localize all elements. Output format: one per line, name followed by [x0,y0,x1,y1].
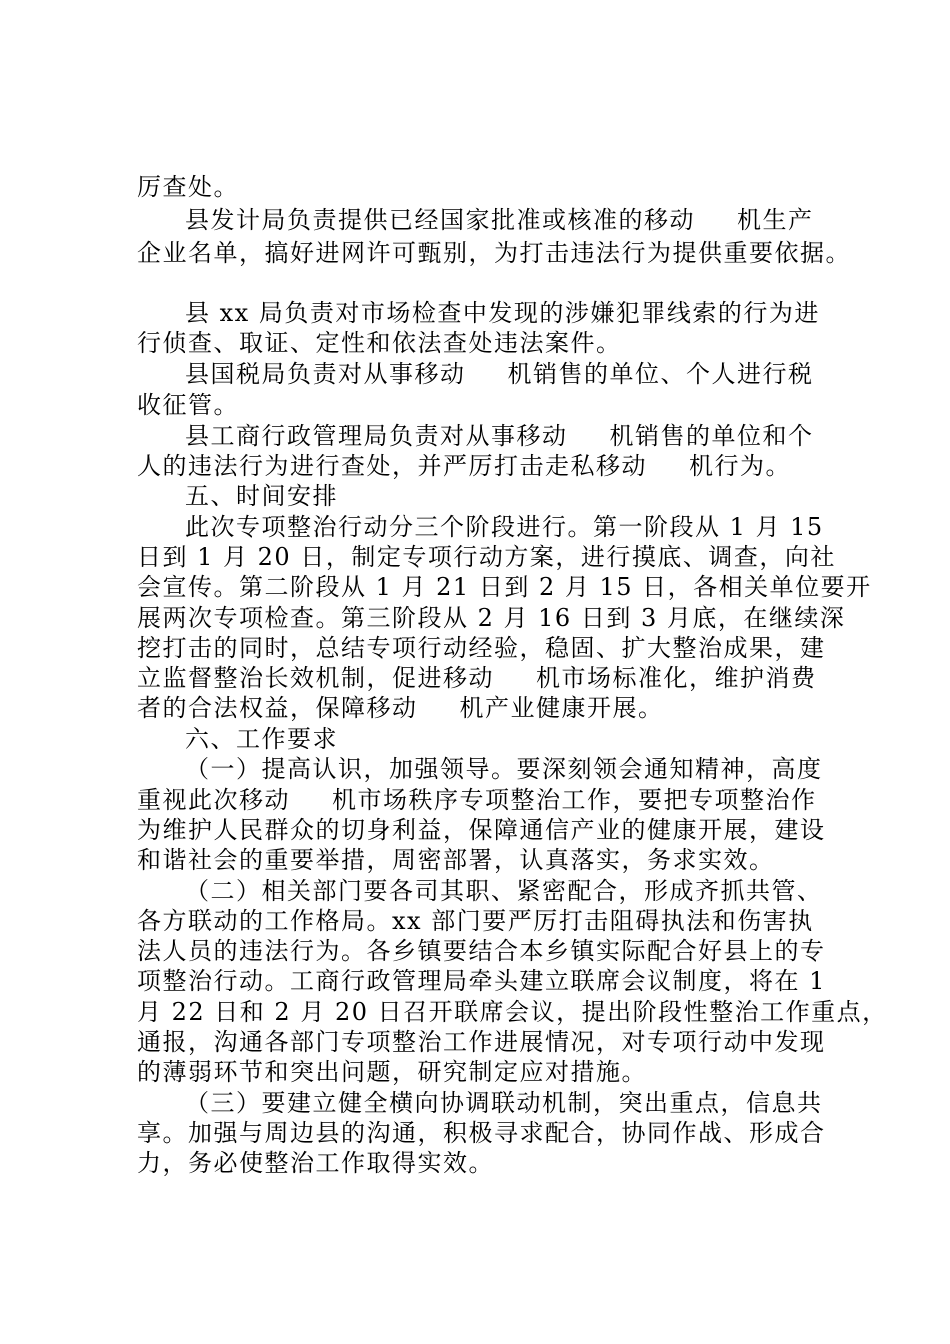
text-line [137,785,817,815]
text-line [137,328,622,358]
text-line [185,359,814,389]
text-segment: 六、工作要求 [185,725,338,753]
text-line [137,1057,647,1087]
text-segment: 的薄弱环节和突出问题，研究制定应对措施。 [137,1058,647,1086]
text-line [137,997,888,1027]
text-segment: 机销售的单位和个 [609,422,814,450]
text-line [137,238,851,268]
text-segment: 者的合法权益，保障移动 [137,694,418,722]
text-segment: 挖打击的同时，总结专项行动经验，稳固、扩大整治成果，建 [137,634,826,662]
text-segment: 展两次专项检查。第三阶段从 2 月 16 日到 3 月底，在继续深 [137,604,846,632]
text-segment: 县 xx 局负责对市场检查中发现的涉嫌犯罪线索的行为进 [185,299,820,327]
text-line [185,481,338,511]
text-segment: 月 22 日和 2 月 20 日召开联席会议，提出阶段性整治工作重点， [137,998,888,1026]
text-segment: 会宣传。第二阶段从 1 月 21 日到 2 月 15 日，各相关单位要开 [137,573,872,601]
text-segment: 项整治行动。工商行政管理局牵头建立联席会议制度，将在 1 [137,967,826,995]
text-line [185,512,824,542]
text-segment: 通报，沟通各部门专项整治工作进展情况，对专项行动中发现 [137,1028,826,1056]
text-segment: 机生产 [737,206,814,234]
text-segment: 企业名单，搞好进网许可甄别，为打击违法行为提供重要依据。 [137,239,851,267]
text-line [137,172,239,202]
text-segment: 力，务必使整治工作取得实效。 [137,1149,494,1177]
text-line [185,298,820,328]
text-segment: 机行为。 [689,452,791,480]
text-segment: 各方联动的工作格局。xx 部门要严厉打击阻碍执法和伤害执 [137,907,814,935]
text-line [185,876,823,906]
text-line [137,572,872,602]
text-line [137,663,817,693]
text-segment: 县发计局负责提供已经国家批准或核准的移动 [185,206,695,234]
text-line [185,205,814,235]
text-segment: （三）要建立健全横向协调联动机制，突出重点，信息共 [185,1089,823,1117]
text-segment: 县工商行政管理局负责对从事移动 [185,422,568,450]
text-line [137,451,791,481]
text-segment: 法人员的违法行为。各乡镇要结合本乡镇实际配合好县上的专 [137,937,826,965]
text-line [137,1118,826,1148]
text-segment: 享。加强与周边县的沟通，积极寻求配合，协同作战、形成合 [137,1119,826,1147]
text-segment: 此次专项整治行动分三个阶段进行。第一阶段从 1 月 15 [185,513,824,541]
text-line [137,693,664,723]
text-line [185,754,823,784]
text-segment: 为维护人民群众的切身利益，保障通信产业的健康开展，建设 [137,816,826,844]
text-segment: 日到 1 月 20 日，制定专项行动方案，进行摸底、调查，向社 [137,543,836,571]
text-segment: 机市场标准化，维护消费 [536,664,817,692]
text-segment: 重视此次移动 [137,786,290,814]
text-segment: 收征管。 [137,391,239,419]
text-segment: 机市场秩序专项整治工作，要把专项整治作 [332,786,817,814]
text-line [137,1027,826,1057]
text-segment: 县国税局负责对从事移动 [185,360,466,388]
text-line [137,906,814,936]
text-line [185,1088,823,1118]
text-segment: （一）提高认识，加强领导。要深刻领会通知精神，高度 [185,755,823,783]
text-segment: （二）相关部门要各司其职、紧密配合，形成齐抓共管、 [185,877,823,905]
text-line [137,966,826,996]
text-line [137,542,836,572]
text-line [185,421,814,451]
text-segment: 立监督整治长效机制，促进移动 [137,664,494,692]
text-line [137,1148,494,1178]
text-segment: 机产业健康开展。 [459,694,664,722]
text-line [137,845,775,875]
text-segment: 厉查处。 [137,173,239,201]
text-segment: 人的违法行为进行查处，并严厉打击走私移动 [137,452,647,480]
text-line [137,390,239,420]
text-segment: 机销售的单位、个人进行税 [507,360,814,388]
text-line [137,633,826,663]
text-line [185,724,338,754]
text-line [137,603,845,633]
text-segment: 五、时间安排 [185,482,338,510]
text-line [137,936,826,966]
text-line [137,815,826,845]
text-segment: 和谐社会的重要举措，周密部署，认真落实，务求实效。 [137,846,775,874]
text-segment: 行侦查、取证、定性和依法查处违法案件。 [137,329,622,357]
